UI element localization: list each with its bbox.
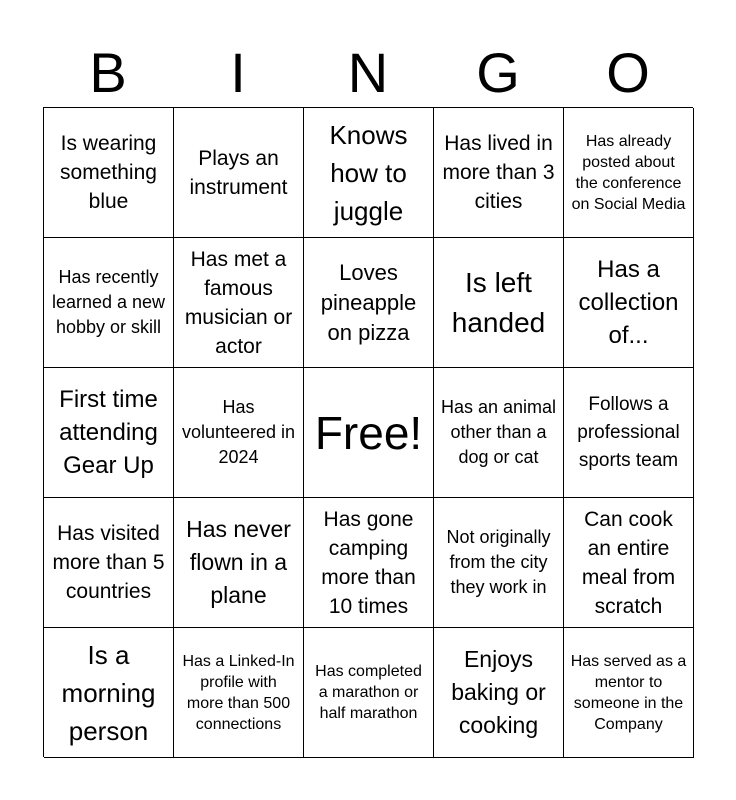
bingo-cell-r3-c4[interactable] <box>434 368 564 498</box>
free-space-text: Free! <box>314 406 423 459</box>
cell-text: Enjoys baking or cooking <box>451 646 546 738</box>
header-letter-i: I <box>230 41 246 104</box>
cell-text: Follows a professional sports team <box>577 393 680 471</box>
cell-text: Plays an instrument <box>189 146 288 199</box>
cell-text: Has recently learned a new hobby or skill <box>51 267 166 337</box>
cell-text: Loves pineapple on pizza <box>320 259 417 345</box>
bingo-cell-r4-c5[interactable] <box>564 498 694 628</box>
cell-text: Has a collection of... <box>578 256 679 349</box>
bingo-cell-r3-c5[interactable] <box>564 368 694 498</box>
cell-text: Knows how to juggle <box>329 119 408 226</box>
bingo-cell-r2-c4[interactable] <box>434 238 564 368</box>
cell-text: Is a morning person <box>61 639 156 746</box>
cell-text: Has already posted about the conference on Social Media <box>571 132 686 213</box>
bingo-cell-r1-c1[interactable] <box>44 108 174 238</box>
header-letter-o: O <box>606 41 650 104</box>
cell-text: Can cook an entire meal from scratch <box>581 507 676 618</box>
bingo-cell-r2-c3[interactable] <box>304 238 434 368</box>
cell-text: Has gone camping more than 10 times <box>321 507 416 618</box>
bingo-cell-r2-c2[interactable] <box>174 238 304 368</box>
bingo-cell-r5-c5[interactable] <box>564 628 694 758</box>
cell-text: Has visited more than 5 countries <box>52 522 165 603</box>
cell-text: Has lived in more than 3 cities <box>442 132 555 213</box>
cell-text: Has never flown in a plane <box>186 516 291 608</box>
bingo-cell-r5-c2[interactable] <box>174 628 304 758</box>
cell-text: Is left handed <box>451 266 546 338</box>
bingo-cell-r1-c4[interactable] <box>434 108 564 238</box>
bingo-cell-free[interactable] <box>304 368 434 498</box>
bingo-cell-r1-c2[interactable] <box>174 108 304 238</box>
cell-text: Has a Linked-In profile with more than 500 connections <box>182 652 295 733</box>
cell-text: Not originally from the city they work in <box>446 527 551 597</box>
cell-text: Has completed a marathon or half marathon <box>315 663 422 722</box>
bingo-cell-r4-c3[interactable] <box>304 498 434 628</box>
bingo-cell-r4-c1[interactable] <box>44 498 174 628</box>
header-letter-n: N <box>347 41 389 104</box>
bingo-cell-r2-c5[interactable] <box>564 238 694 368</box>
bingo-cell-r5-c1[interactable] <box>44 628 174 758</box>
bingo-cell-r4-c2[interactable] <box>174 498 304 628</box>
bingo-cell-r4-c4[interactable] <box>434 498 564 628</box>
bingo-header <box>43 40 693 106</box>
cell-text: First time attending Gear Up <box>59 386 158 479</box>
bingo-cell-r1-c3[interactable] <box>304 108 434 238</box>
cell-text: Has met a famous musician or actor <box>184 247 293 358</box>
cell-text: Has served as a mentor to someone in the Company <box>570 652 687 733</box>
bingo-board <box>43 107 693 757</box>
bingo-cell-r3-c2[interactable] <box>174 368 304 498</box>
header-letter-b: B <box>89 41 127 104</box>
cell-text: Has an animal other than a dog or cat <box>440 397 557 467</box>
bingo-cell-r3-c1[interactable] <box>44 368 174 498</box>
cell-text: Is wearing something blue <box>60 132 157 213</box>
bingo-cell-r5-c3[interactable] <box>304 628 434 758</box>
cell-text: Has volunteered in 2024 <box>181 397 296 467</box>
header-letter-g: G <box>476 41 520 104</box>
bingo-cell-r1-c5[interactable] <box>564 108 694 238</box>
bingo-cell-r2-c1[interactable] <box>44 238 174 368</box>
bingo-cell-r5-c4[interactable] <box>434 628 564 758</box>
